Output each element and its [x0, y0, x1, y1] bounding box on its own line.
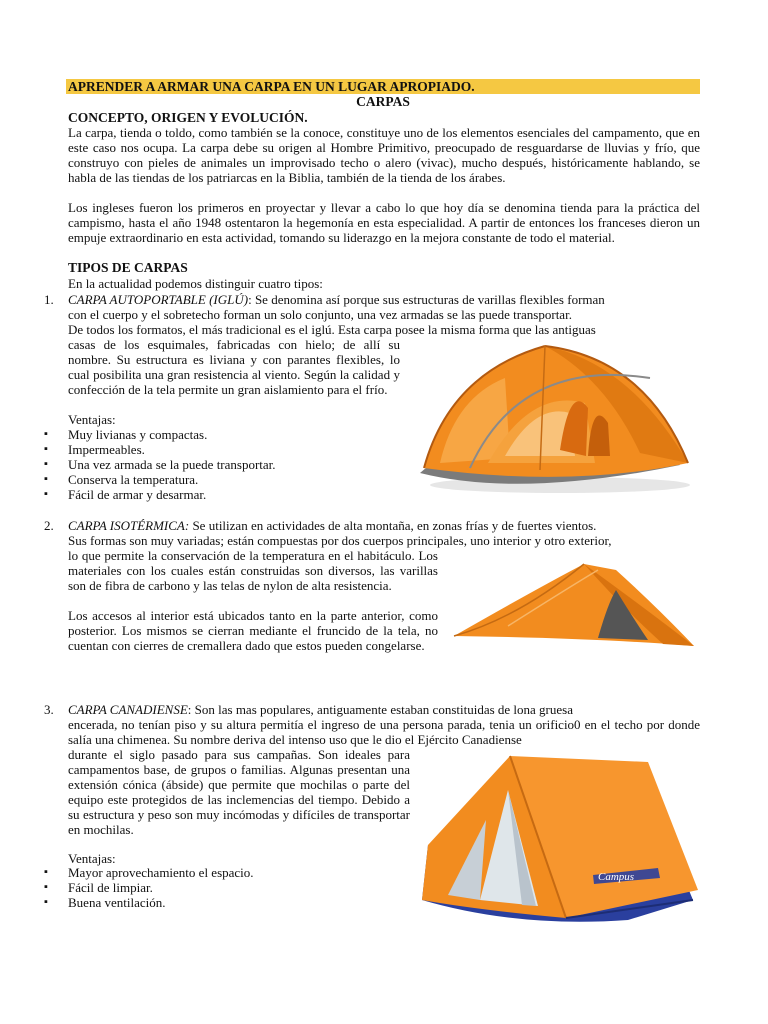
carpa-isotermica-line-1: CARPA ISOTÉRMICA: Se utilizan en actividades de alta montaña, en zonas frías y de fuertes vientos.: [68, 518, 597, 533]
list-number-1: 1.: [44, 292, 54, 307]
carpa-canadiense-paragraph: durante el siglo pasado para sus campañas. Son ideales para campamentos base, de grupos o familias. Algunas presentan una extensión cónica (ábside) que permite que mochilas o parte del equipo este protegidos de las inclemencias del tiempo. Debido a su estructura y peso son muy incómodas y difíciles de transportar en mochilas.: [68, 747, 410, 837]
carpa-isotermica-name: CARPA ISOTÉRMICA:: [68, 518, 190, 533]
igloo-tent-image: [410, 338, 700, 498]
section-title-carpas: CARPAS: [356, 94, 410, 109]
list-item: ▪ Fácil de limpiar.: [44, 880, 254, 895]
list-item: ▪ Muy livianas y compactas.: [44, 427, 276, 442]
list-item: ▪ Conserva la temperatura.: [44, 472, 276, 487]
list-item: ▪ Mayor aprovechamiento el espacio.: [44, 865, 254, 880]
isothermal-tent-image: [448, 548, 698, 658]
carpa-iglu-paragraph: casas de los esquimales, fabricadas con hielo; de allí su nombre. Su estructura es liviana y con parantes flexibles, lo cual posibilita una gran resistencia al viento. Según la calidad y confección de la tela permite un gran aislamiento para el frío.: [68, 337, 400, 397]
ventajas-label-1: Ventajas:: [68, 412, 116, 427]
ventajas-list-3: [44, 865, 254, 910]
tent-brand-logo: Campus: [598, 871, 635, 883]
list-item: ▪ Impermeables.: [44, 442, 276, 457]
ventajas-label-3: Ventajas:: [68, 851, 116, 866]
carpa-isotermica-paragraph-1: lo que permite la conservación de la temperatura en el habitáculo. Los materiales con los cuales están construidas son diversos, las varillas son de fibra de carbono y las telas de nylon de alta resistencia.: [68, 548, 438, 593]
carpa-iglu-line-3: De todos los formatos, el más tradicional es el iglú. Esta carpa posee la misma forma que las antiguas: [68, 322, 596, 337]
carpa-isotermica-paragraph-2: Los accesos al interior está ubicados tanto en la parte anterior, como posterior. Los mismos se cierran mediante el fruncido de la tela, no cuentan con cierres de cremallera dado que estos pueden congelarse.: [68, 608, 438, 653]
carpa-canadiense-line-2: encerada, no tenían piso y su altura permitía el ingreso de una persona parada, tenia un orificio0 en el techo por donde salía una chimenea. Su nombre deriva del intenso uso que le dio el Ejército Canadiense: [68, 717, 700, 747]
document-title: APRENDER A ARMAR UNA CARPA EN UN LUGAR APROPIADO.: [66, 79, 700, 94]
list-number-3: 3.: [44, 702, 54, 717]
heading-concepto: CONCEPTO, ORIGEN Y EVOLUCIÓN.: [68, 110, 308, 125]
canadian-tent-image: [418, 750, 700, 928]
list-item: ▪ Fácil de armar y desarmar.: [44, 487, 276, 502]
carpa-canadiense-line-1: CARPA CANADIENSE: Son las mas populares, antiguamente estaban constituidas de lona gruesa: [68, 702, 573, 717]
paragraph-concepto-2: Los ingleses fueron los primeros en proyectar y llevar a cabo lo que hoy día se denomina tienda para la práctica del campismo, hasta el año 1948 ostentaron la hegemonía en esta especialidad. A partir de entonces los franceses dieron un empuje extraordinario en esta actividad, tomando su liderazgo en la mejora constante de todo el material.: [68, 200, 700, 245]
list-item: ▪ Buena ventilación.: [44, 895, 254, 910]
ventajas-list-1: [44, 427, 276, 502]
carpa-iglu-name: CARPA AUTOPORTABLE (IGLÚ): [68, 292, 249, 307]
heading-tipos: TIPOS DE CARPAS: [68, 260, 188, 275]
paragraph-concepto-1: La carpa, tienda o toldo, como también se la conoce, constituye uno de los elementos esenciales del campamento, que en este caso nos ocupa. La carpa debe su origen al Hombre Primitivo, preocupado de resguardarse de lluvias y frío, que construyo con pieles de animales un improvisado techo o alero (vivac), mucho después, históricamente hablando, se habla de las tiendas de los patriarcas en la Biblia, también de la tienda de los árabes.: [68, 125, 700, 185]
carpa-isotermica-line-2: Sus formas son muy variadas; están compuestas por dos cuerpos principales, uno interior y otro exterior,: [68, 533, 612, 548]
carpa-iglu-line-1: CARPA AUTOPORTABLE (IGLÚ): Se denomina así porque sus estructuras de varillas flexibles forman: [68, 292, 605, 307]
carpa-canadiense-name: CARPA CANADIENSE: [68, 702, 188, 717]
tipos-intro: En la actualidad podemos distinguir cuatro tipos:: [68, 276, 323, 291]
list-item: ▪ Una vez armada se la puede transportar.: [44, 457, 276, 472]
carpa-iglu-line-2: con el cuerpo y el sobretecho forman un solo conjunto, una vez armadas se las puede transportar.: [68, 307, 572, 322]
list-number-2: 2.: [44, 518, 54, 533]
